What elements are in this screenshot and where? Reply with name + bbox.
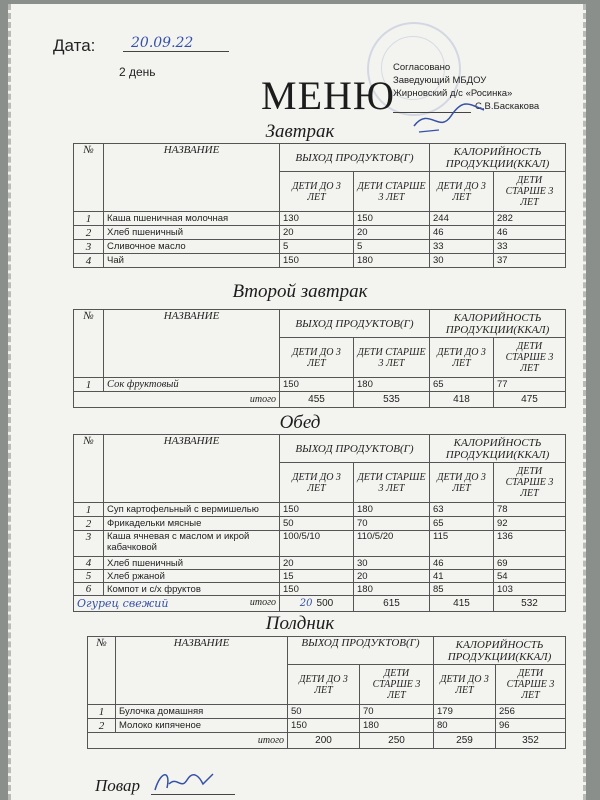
products-over3: 20 (354, 226, 430, 240)
products-over3: 180 (360, 719, 434, 733)
calories-over3: 37 (494, 254, 566, 268)
col-calories: КАЛОРИЙНОСТЬ ПРОДУКЦИИ(ККАЛ) (430, 435, 566, 463)
products-under3: 130 (280, 212, 354, 226)
calories-under3: 33 (430, 240, 494, 254)
col-calories-over3: ДЕТИ СТАРШЕ 3 ЛЕТ (494, 463, 566, 503)
day-label: 2 день (119, 65, 156, 79)
row-num: 2 (74, 517, 104, 531)
date-label: Дата: (53, 36, 96, 55)
dish-name: Хлеб пшеничный (104, 557, 280, 570)
col-products: ВЫХОД ПРОДУКТОВ(Г) (280, 144, 430, 172)
calories-under3: 46 (430, 557, 494, 570)
total-products-over3: 535 (354, 392, 430, 408)
dish-name: Хлеб ржаной (104, 570, 280, 583)
total-calories-under3: 415 (430, 596, 494, 612)
row-num: 1 (88, 705, 116, 719)
calories-over3: 103 (494, 583, 566, 596)
table-row (74, 531, 566, 557)
col-name: НАЗВАНИЕ (116, 637, 288, 705)
approval-line-3: Жирновский д/с «Росинка» (393, 88, 513, 99)
dish-name: Каша ячневая с маслом и икрой кабачковой (104, 531, 280, 557)
products-under3: 100/5/10 (280, 531, 354, 557)
col-products-under3: ДЕТИ ДО 3 ЛЕТ (280, 463, 354, 503)
row-num: 1 (74, 378, 104, 392)
products-under3: 5 (280, 240, 354, 254)
approval-line-4: С.В.Баскакова (475, 101, 540, 112)
dish-name: Хлеб пшеничный (104, 226, 280, 240)
col-num: № (88, 637, 116, 705)
products-under3: 150 (280, 378, 354, 392)
col-products: ВЫХОД ПРОДУКТОВ(Г) (280, 310, 430, 338)
total-products-under3: 500 (316, 598, 334, 609)
dish-name: Сок фруктовый (104, 378, 280, 392)
handwritten-portion: 20 (299, 598, 313, 609)
table-second-breakfast (73, 309, 566, 408)
table-row (74, 557, 566, 570)
calories-under3: 63 (430, 503, 494, 517)
table-row (74, 254, 566, 268)
col-products-over3: ДЕТИ СТАРШЕ 3 ЛЕТ (354, 172, 430, 212)
products-under3: 15 (280, 570, 354, 583)
col-products-over3: ДЕТИ СТАРШЕ 3 ЛЕТ (354, 463, 430, 503)
calories-over3: 54 (494, 570, 566, 583)
calories-over3: 136 (494, 531, 566, 557)
total-row (74, 392, 566, 408)
products-over3: 70 (360, 705, 434, 719)
dish-name: Фрикадельки мясные (104, 517, 280, 531)
row-num: 5 (74, 570, 104, 583)
calories-under3: 85 (430, 583, 494, 596)
total-products-under3: 200 (288, 733, 360, 749)
col-num: № (74, 144, 104, 212)
products-under3: 150 (288, 719, 360, 733)
products-over3: 180 (354, 583, 430, 596)
row-num: 6 (74, 583, 104, 596)
table-row (74, 583, 566, 596)
products-over3: 180 (354, 254, 430, 268)
dish-name: Компот и с/х фруктов (104, 583, 280, 596)
products-under3: 150 (280, 583, 354, 596)
dish-name: Суп картофельный с вермишелью (104, 503, 280, 517)
menu-sheet (8, 4, 586, 800)
dish-name: Сливочное масло (104, 240, 280, 254)
section-title-second-breakfast: Второй завтрак (232, 281, 368, 302)
date-value: 20.09.22 (123, 35, 229, 52)
table-row (74, 378, 566, 392)
products-over3: 20 (354, 570, 430, 583)
products-over3: 180 (354, 503, 430, 517)
calories-over3: 96 (496, 719, 566, 733)
table-row (74, 517, 566, 531)
calories-over3: 77 (494, 378, 566, 392)
row-num: 4 (74, 557, 104, 570)
total-calories-over3: 352 (496, 733, 566, 749)
total-row (74, 596, 566, 612)
total-label-cell (74, 596, 280, 612)
calories-under3: 65 (430, 378, 494, 392)
table-row (88, 705, 566, 719)
col-products-under3: ДЕТИ ДО 3 ЛЕТ (280, 172, 354, 212)
table-snack (87, 636, 566, 749)
table-lunch (73, 434, 566, 612)
handwritten-dish: Огурец свежий (77, 597, 169, 610)
products-over3: 110/5/20 (354, 531, 430, 557)
calories-over3: 78 (494, 503, 566, 517)
table-row (88, 719, 566, 733)
total-row (88, 733, 566, 749)
total-products-under3-cell (280, 596, 354, 612)
cook-signature (151, 766, 221, 796)
col-calories-over3: ДЕТИ СТАРШЕ 3 ЛЕТ (496, 665, 566, 705)
row-num: 3 (74, 531, 104, 557)
total-calories-over3: 475 (494, 392, 566, 408)
calories-under3: 30 (430, 254, 494, 268)
total-calories-over3: 532 (494, 596, 566, 612)
table-row (74, 570, 566, 583)
total-products-over3: 615 (354, 596, 430, 612)
total-products-under3: 455 (280, 392, 354, 408)
col-calories-under3: ДЕТИ ДО 3 ЛЕТ (434, 665, 496, 705)
calories-under3: 46 (430, 226, 494, 240)
col-calories-under3: ДЕТИ ДО 3 ЛЕТ (430, 172, 494, 212)
cook-label: Повар (95, 776, 141, 795)
col-name: НАЗВАНИЕ (104, 435, 280, 503)
calories-under3: 179 (434, 705, 496, 719)
calories-under3: 80 (434, 719, 496, 733)
table-breakfast (73, 143, 566, 268)
dish-name: Чай (104, 254, 280, 268)
total-label: итого (88, 733, 288, 749)
products-over3: 180 (354, 378, 430, 392)
col-products-under3: ДЕТИ ДО 3 ЛЕТ (288, 665, 360, 705)
row-num: 2 (74, 226, 104, 240)
col-products: ВЫХОД ПРОДУКТОВ(Г) (288, 637, 434, 665)
products-over3: 5 (354, 240, 430, 254)
approval-line-2: Заведующий МБДОУ (393, 75, 487, 86)
calories-under3: 244 (430, 212, 494, 226)
col-num: № (74, 435, 104, 503)
col-num: № (74, 310, 104, 378)
section-title-lunch: Обед (279, 412, 321, 433)
table-row (74, 212, 566, 226)
row-num: 1 (74, 212, 104, 226)
page-title: МЕНЮ (261, 73, 395, 118)
table-row (74, 226, 566, 240)
dish-name: Каша пшеничная молочная (104, 212, 280, 226)
products-under3: 20 (280, 226, 354, 240)
col-products-under3: ДЕТИ ДО 3 ЛЕТ (280, 338, 354, 378)
section-title-snack: Полдник (265, 613, 335, 634)
calories-under3: 41 (430, 570, 494, 583)
total-calories-under3: 418 (430, 392, 494, 408)
dish-name: Булочка домашняя (116, 705, 288, 719)
col-calories: КАЛОРИЙНОСТЬ ПРОДУКЦИИ(ККАЛ) (430, 144, 566, 172)
row-num: 2 (88, 719, 116, 733)
total-label: итого (249, 597, 276, 608)
total-label: итого (74, 392, 280, 408)
products-over3: 30 (354, 557, 430, 570)
row-num: 3 (74, 240, 104, 254)
col-calories-under3: ДЕТИ ДО 3 ЛЕТ (430, 463, 494, 503)
col-calories: КАЛОРИЙНОСТЬ ПРОДУКЦИИ(ККАЛ) (434, 637, 566, 665)
calories-over3: 282 (494, 212, 566, 226)
products-under3: 20 (280, 557, 354, 570)
total-products-over3: 250 (360, 733, 434, 749)
col-name: НАЗВАНИЕ (104, 144, 280, 212)
section-title-breakfast: Завтрак (265, 121, 335, 142)
products-over3: 150 (354, 212, 430, 226)
table-row (74, 503, 566, 517)
col-calories-over3: ДЕТИ СТАРШЕ 3 ЛЕТ (494, 172, 566, 212)
products-under3: 50 (280, 517, 354, 531)
col-calories-under3: ДЕТИ ДО 3 ЛЕТ (430, 338, 494, 378)
row-num: 4 (74, 254, 104, 268)
products-under3: 50 (288, 705, 360, 719)
approval-line-1: Согласовано (393, 62, 451, 73)
col-products-over3: ДЕТИ СТАРШЕ 3 ЛЕТ (354, 338, 430, 378)
calories-under3: 115 (430, 531, 494, 557)
products-over3: 70 (354, 517, 430, 531)
calories-over3: 69 (494, 557, 566, 570)
col-name: НАЗВАНИЕ (104, 310, 280, 378)
products-under3: 150 (280, 254, 354, 268)
col-products-over3: ДЕТИ СТАРШЕ 3 ЛЕТ (360, 665, 434, 705)
col-products: ВЫХОД ПРОДУКТОВ(Г) (280, 435, 430, 463)
col-calories: КАЛОРИЙНОСТЬ ПРОДУКЦИИ(ККАЛ) (430, 310, 566, 338)
dish-name: Молоко кипяченое (116, 719, 288, 733)
products-under3: 150 (280, 503, 354, 517)
row-num: 1 (74, 503, 104, 517)
calories-under3: 65 (430, 517, 494, 531)
calories-over3: 46 (494, 226, 566, 240)
calories-over3: 256 (496, 705, 566, 719)
total-calories-under3: 259 (434, 733, 496, 749)
table-row (74, 240, 566, 254)
col-calories-over3: ДЕТИ СТАРШЕ 3 ЛЕТ (494, 338, 566, 378)
calories-over3: 92 (494, 517, 566, 531)
calories-over3: 33 (494, 240, 566, 254)
